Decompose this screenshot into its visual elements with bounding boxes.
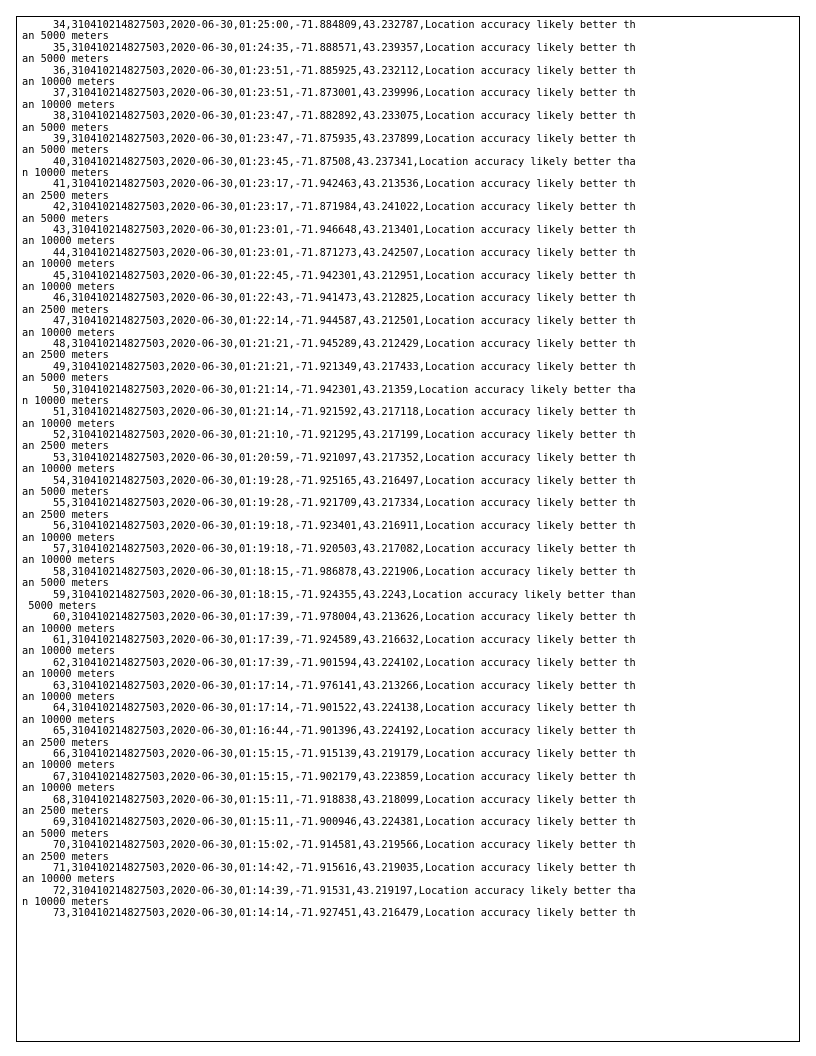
text-line: 38,310410214827503,2020-06-30,01:23:47,-71.882892,43.233075,Location accuracy likely better th: [22, 110, 636, 123]
text-line: an 5000 meters: [22, 372, 109, 385]
text-line: 72,310410214827503,2020-06-30,01:14:39,-71.91531,43.219197,Location accuracy likely better tha: [22, 884, 636, 897]
text-line: an 10000 meters: [22, 782, 115, 795]
text-line: 47,310410214827503,2020-06-30,01:22:14,-71.944587,43.212501,Location accuracy likely better th: [22, 315, 636, 328]
text-line: an 5000 meters: [22, 827, 109, 840]
text-line: an 10000 meters: [22, 98, 115, 111]
text-line: an 10000 meters: [22, 873, 115, 886]
text-line: 51,310410214827503,2020-06-30,01:21:14,-71.921592,43.217118,Location accuracy likely better th: [22, 406, 636, 419]
text-line: an 10000 meters: [22, 75, 115, 88]
text-line: an 5000 meters: [22, 53, 109, 66]
text-line: 71,310410214827503,2020-06-30,01:14:42,-71.915616,43.219035,Location accuracy likely better th: [22, 861, 636, 874]
text-line: an 10000 meters: [22, 622, 115, 635]
text-line: 62,310410214827503,2020-06-30,01:17:39,-71.901594,43.224102,Location accuracy likely better th: [22, 656, 636, 669]
text-line: 48,310410214827503,2020-06-30,01:21:21,-71.945289,43.212429,Location accuracy likely better th: [22, 337, 636, 350]
text-line: an 10000 meters: [22, 235, 115, 248]
text-line: 43,310410214827503,2020-06-30,01:23:01,-71.946648,43.213401,Location accuracy likely better th: [22, 224, 636, 237]
text-line: 64,310410214827503,2020-06-30,01:17:14,-71.901522,43.224138,Location accuracy likely better th: [22, 702, 636, 715]
text-line: an 2500 meters: [22, 303, 109, 316]
text-line: 55,310410214827503,2020-06-30,01:19:28,-71.921709,43.217334,Location accuracy likely better th: [22, 497, 636, 510]
text-line: 60,310410214827503,2020-06-30,01:17:39,-71.978004,43.213626,Location accuracy likely better th: [22, 611, 636, 624]
text-line: 52,310410214827503,2020-06-30,01:21:10,-71.921295,43.217199,Location accuracy likely better th: [22, 429, 636, 442]
text-line: an 10000 meters: [22, 554, 115, 567]
text-line: an 2500 meters: [22, 736, 109, 749]
text-line: 37,310410214827503,2020-06-30,01:23:51,-71.873001,43.239996,Location accuracy likely better th: [22, 87, 636, 100]
text-line: an 5000 meters: [22, 577, 109, 590]
text-line: an 10000 meters: [22, 668, 115, 681]
text-line: 40,310410214827503,2020-06-30,01:23:45,-71.87508,43.237341,Location accuracy likely better tha: [22, 155, 636, 168]
text-line: an 10000 meters: [22, 258, 115, 271]
text-line: 63,310410214827503,2020-06-30,01:17:14,-71.976141,43.213266,Location accuracy likely better th: [22, 679, 636, 692]
text-line: 56,310410214827503,2020-06-30,01:19:18,-71.923401,43.216911,Location accuracy likely better th: [22, 520, 636, 533]
text-line: an 10000 meters: [22, 463, 115, 476]
text-line: 44,310410214827503,2020-06-30,01:23:01,-71.871273,43.242507,Location accuracy likely better th: [22, 246, 636, 259]
text-line: an 5000 meters: [22, 144, 109, 157]
text-line: 34,310410214827503,2020-06-30,01:25:00,-71.884809,43.232787,Location accuracy likely better th: [22, 19, 636, 31]
text-line: an 2500 meters: [22, 349, 109, 362]
text-line: 45,310410214827503,2020-06-30,01:22:45,-71.942301,43.212951,Location accuracy likely better th: [22, 269, 636, 282]
text-line: an 5000 meters: [22, 30, 109, 43]
text-line: 42,310410214827503,2020-06-30,01:23:17,-71.871984,43.241022,Location accuracy likely better th: [22, 201, 636, 214]
text-line: 70,310410214827503,2020-06-30,01:15:02,-71.914581,43.219566,Location accuracy likely better th: [22, 839, 636, 852]
text-line: 69,310410214827503,2020-06-30,01:15:11,-71.900946,43.224381,Location accuracy likely better th: [22, 816, 636, 829]
text-line: 66,310410214827503,2020-06-30,01:15:15,-71.915139,43.219179,Location accuracy likely better th: [22, 748, 636, 760]
text-line: an 10000 meters: [22, 280, 115, 293]
text-line: an 2500 meters: [22, 440, 109, 453]
text-line: n 10000 meters: [22, 896, 109, 909]
text-line: 57,310410214827503,2020-06-30,01:19:18,-71.920503,43.217082,Location accuracy likely better th: [22, 542, 636, 555]
text-line: 46,310410214827503,2020-06-30,01:22:43,-71.941473,43.212825,Location accuracy likely better th: [22, 292, 636, 305]
text-line: an 10000 meters: [22, 713, 115, 726]
text-line: an 10000 meters: [22, 645, 115, 658]
text-line: an 2500 meters: [22, 189, 109, 202]
text-line: an 5000 meters: [22, 121, 109, 134]
text-line: 50,310410214827503,2020-06-30,01:21:14,-71.942301,43.21359,Location accuracy likely better tha: [22, 383, 636, 396]
text-line: 36,310410214827503,2020-06-30,01:23:51,-71.885925,43.232112,Location accuracy likely better th: [22, 64, 636, 77]
text-line: 35,310410214827503,2020-06-30,01:24:35,-71.888571,43.239357,Location accuracy likely better th: [22, 41, 636, 54]
text-line: an 10000 meters: [22, 531, 115, 544]
text-line: an 5000 meters: [22, 212, 109, 225]
text-line: 59,310410214827503,2020-06-30,01:18:15,-71.924355,43.2243,Location accuracy likely better than: [22, 588, 636, 601]
text-line: 41,310410214827503,2020-06-30,01:23:17,-71.942463,43.213536,Location accuracy likely better th: [22, 178, 636, 191]
text-line: an 10000 meters: [22, 691, 115, 704]
text-line: n 10000 meters: [22, 167, 109, 180]
csv-text-block: [22, 20, 796, 920]
text-line: 61,310410214827503,2020-06-30,01:17:39,-71.924589,43.216632,Location accuracy likely better th: [22, 634, 636, 647]
text-line: an 5000 meters: [22, 486, 109, 499]
text-line: an 10000 meters: [22, 417, 115, 430]
text-line: 58,310410214827503,2020-06-30,01:18:15,-71.986878,43.221906,Location accuracy likely better th: [22, 565, 636, 578]
text-line: 54,310410214827503,2020-06-30,01:19:28,-71.925165,43.216497,Location accuracy likely better th: [22, 474, 636, 487]
text-line: 5000 meters: [22, 599, 97, 612]
document-frame: [16, 16, 800, 1042]
text-line: an 2500 meters: [22, 850, 109, 863]
text-line: an 10000 meters: [22, 759, 115, 772]
text-line: n 10000 meters: [22, 394, 109, 407]
text-line: 65,310410214827503,2020-06-30,01:16:44,-71.901396,43.224192,Location accuracy likely better th: [22, 725, 636, 738]
text-line: 68,310410214827503,2020-06-30,01:15:11,-71.918838,43.218099,Location accuracy likely better th: [22, 793, 636, 806]
text-line: an 2500 meters: [22, 804, 109, 817]
text-line: 49,310410214827503,2020-06-30,01:21:21,-71.921349,43.217433,Location accuracy likely better th: [22, 360, 636, 373]
text-line: an 10000 meters: [22, 326, 115, 339]
text-line: 53,310410214827503,2020-06-30,01:20:59,-71.921097,43.217352,Location accuracy likely better th: [22, 451, 636, 464]
text-line: an 2500 meters: [22, 508, 109, 521]
text-line: 67,310410214827503,2020-06-30,01:15:15,-71.902179,43.223859,Location accuracy likely better th: [22, 770, 636, 783]
text-line: 73,310410214827503,2020-06-30,01:14:14,-71.927451,43.216479,Location accuracy likely better th: [22, 907, 636, 920]
text-line: 39,310410214827503,2020-06-30,01:23:47,-71.875935,43.237899,Location accuracy likely better th: [22, 132, 636, 145]
